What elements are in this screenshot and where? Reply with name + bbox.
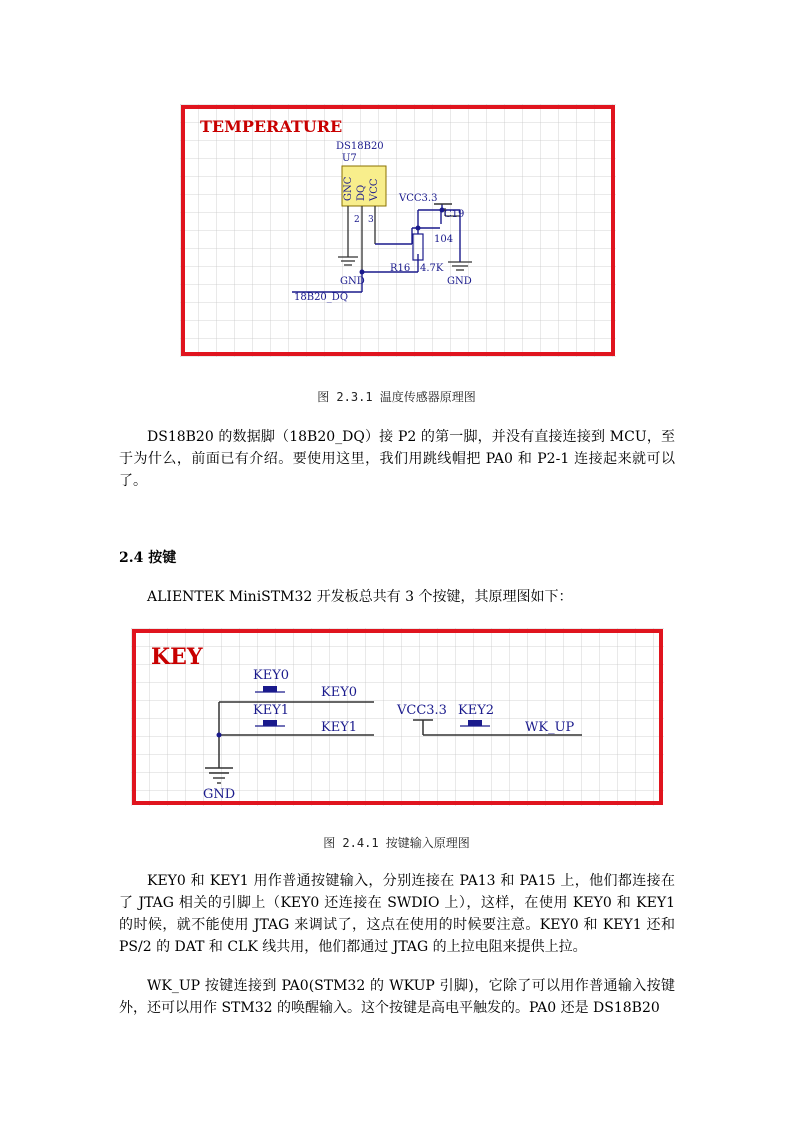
- key1-net: KEY1: [321, 720, 358, 735]
- figure-title: TEMPERATURE: [200, 117, 343, 136]
- gnd-label-right: GND: [447, 276, 472, 287]
- figure-caption-2: 图 2.4.1 按键输入原理图: [323, 836, 470, 850]
- key2-label: KEY2: [458, 703, 495, 718]
- pin-label-vcc: VCC: [369, 178, 380, 201]
- wkup-net: WK_UP: [525, 720, 575, 735]
- key0-label: KEY0: [253, 668, 290, 683]
- pin-number-2: 2: [354, 215, 360, 225]
- res-ref: R16: [390, 263, 411, 274]
- temperature-schematic: [180, 104, 616, 357]
- net-label: 18B20_DQ: [294, 292, 349, 303]
- ref-label: U7: [342, 153, 357, 164]
- pin-label-dq: DQ: [356, 184, 367, 201]
- gnd-label-left: GND: [340, 276, 365, 287]
- paragraph-key0-key1: KEY0 和 KEY1 用作普通按键输入，分别连接在 PA13 和 PA15 上，他们都连接在了 JTAG 相关的引脚上（KEY0 还连接在 SWDIO 上），这样，在使用 KEY0 和 KEY1 的时候，就不能使用 JTAG 来调试了，这点在使用的时候要注意。KEY0 和 KEY1 还和 PS/2 的 DAT 和 CLK 线共用，他们都通过 JTAG 的上拉电阻来提供上拉。: [119, 873, 675, 955]
- section-heading: 2.4 按键: [119, 550, 177, 566]
- gnd-label: GND: [203, 787, 236, 802]
- key2-button-cap: [468, 720, 482, 726]
- paragraph-ds18b20: DS18B20 的数据脚（18B20_DQ）接 P2 的第一脚，并没有直接连接到 MCU，至于为什么，前面已有介绍。要使用这里，我们用跳线帽把 PA0 和 P2-1 连接起来就可以了。: [119, 429, 675, 489]
- key-schematic: [131, 628, 664, 806]
- pin-number-3: 3: [368, 215, 374, 225]
- part-label: DS18B20: [336, 141, 384, 152]
- pin-label-gnd: GNC: [343, 176, 354, 201]
- vcc-label: VCC3.3: [397, 703, 447, 718]
- cap-value: 104: [434, 234, 454, 245]
- vcc-label: VCC3.3: [399, 193, 438, 204]
- key0-button-cap: [263, 686, 277, 692]
- paragraph-wkup: WK_UP 按键连接到 PA0(STM32 的 WKUP 引脚)，它除了可以用作普通输入按键外，还可以用作 STM32 的唤醒输入。这个按键是高电平触发的。PA0 还是 DS18B20: [119, 978, 675, 1016]
- cap-ref: C19: [444, 209, 465, 220]
- paragraph-keys-intro: ALIENTEK MiniSTM32 开发板总共有 3 个按键，其原理图如下：: [147, 589, 573, 605]
- figure-title: KEY: [151, 644, 203, 670]
- res-value: 4.7K: [420, 263, 444, 274]
- key1-button-cap: [263, 720, 277, 726]
- figure-caption-1: 图 2.3.1 温度传感器原理图: [317, 390, 476, 404]
- key0-net: KEY0: [321, 685, 358, 700]
- key1-label: KEY1: [253, 703, 290, 718]
